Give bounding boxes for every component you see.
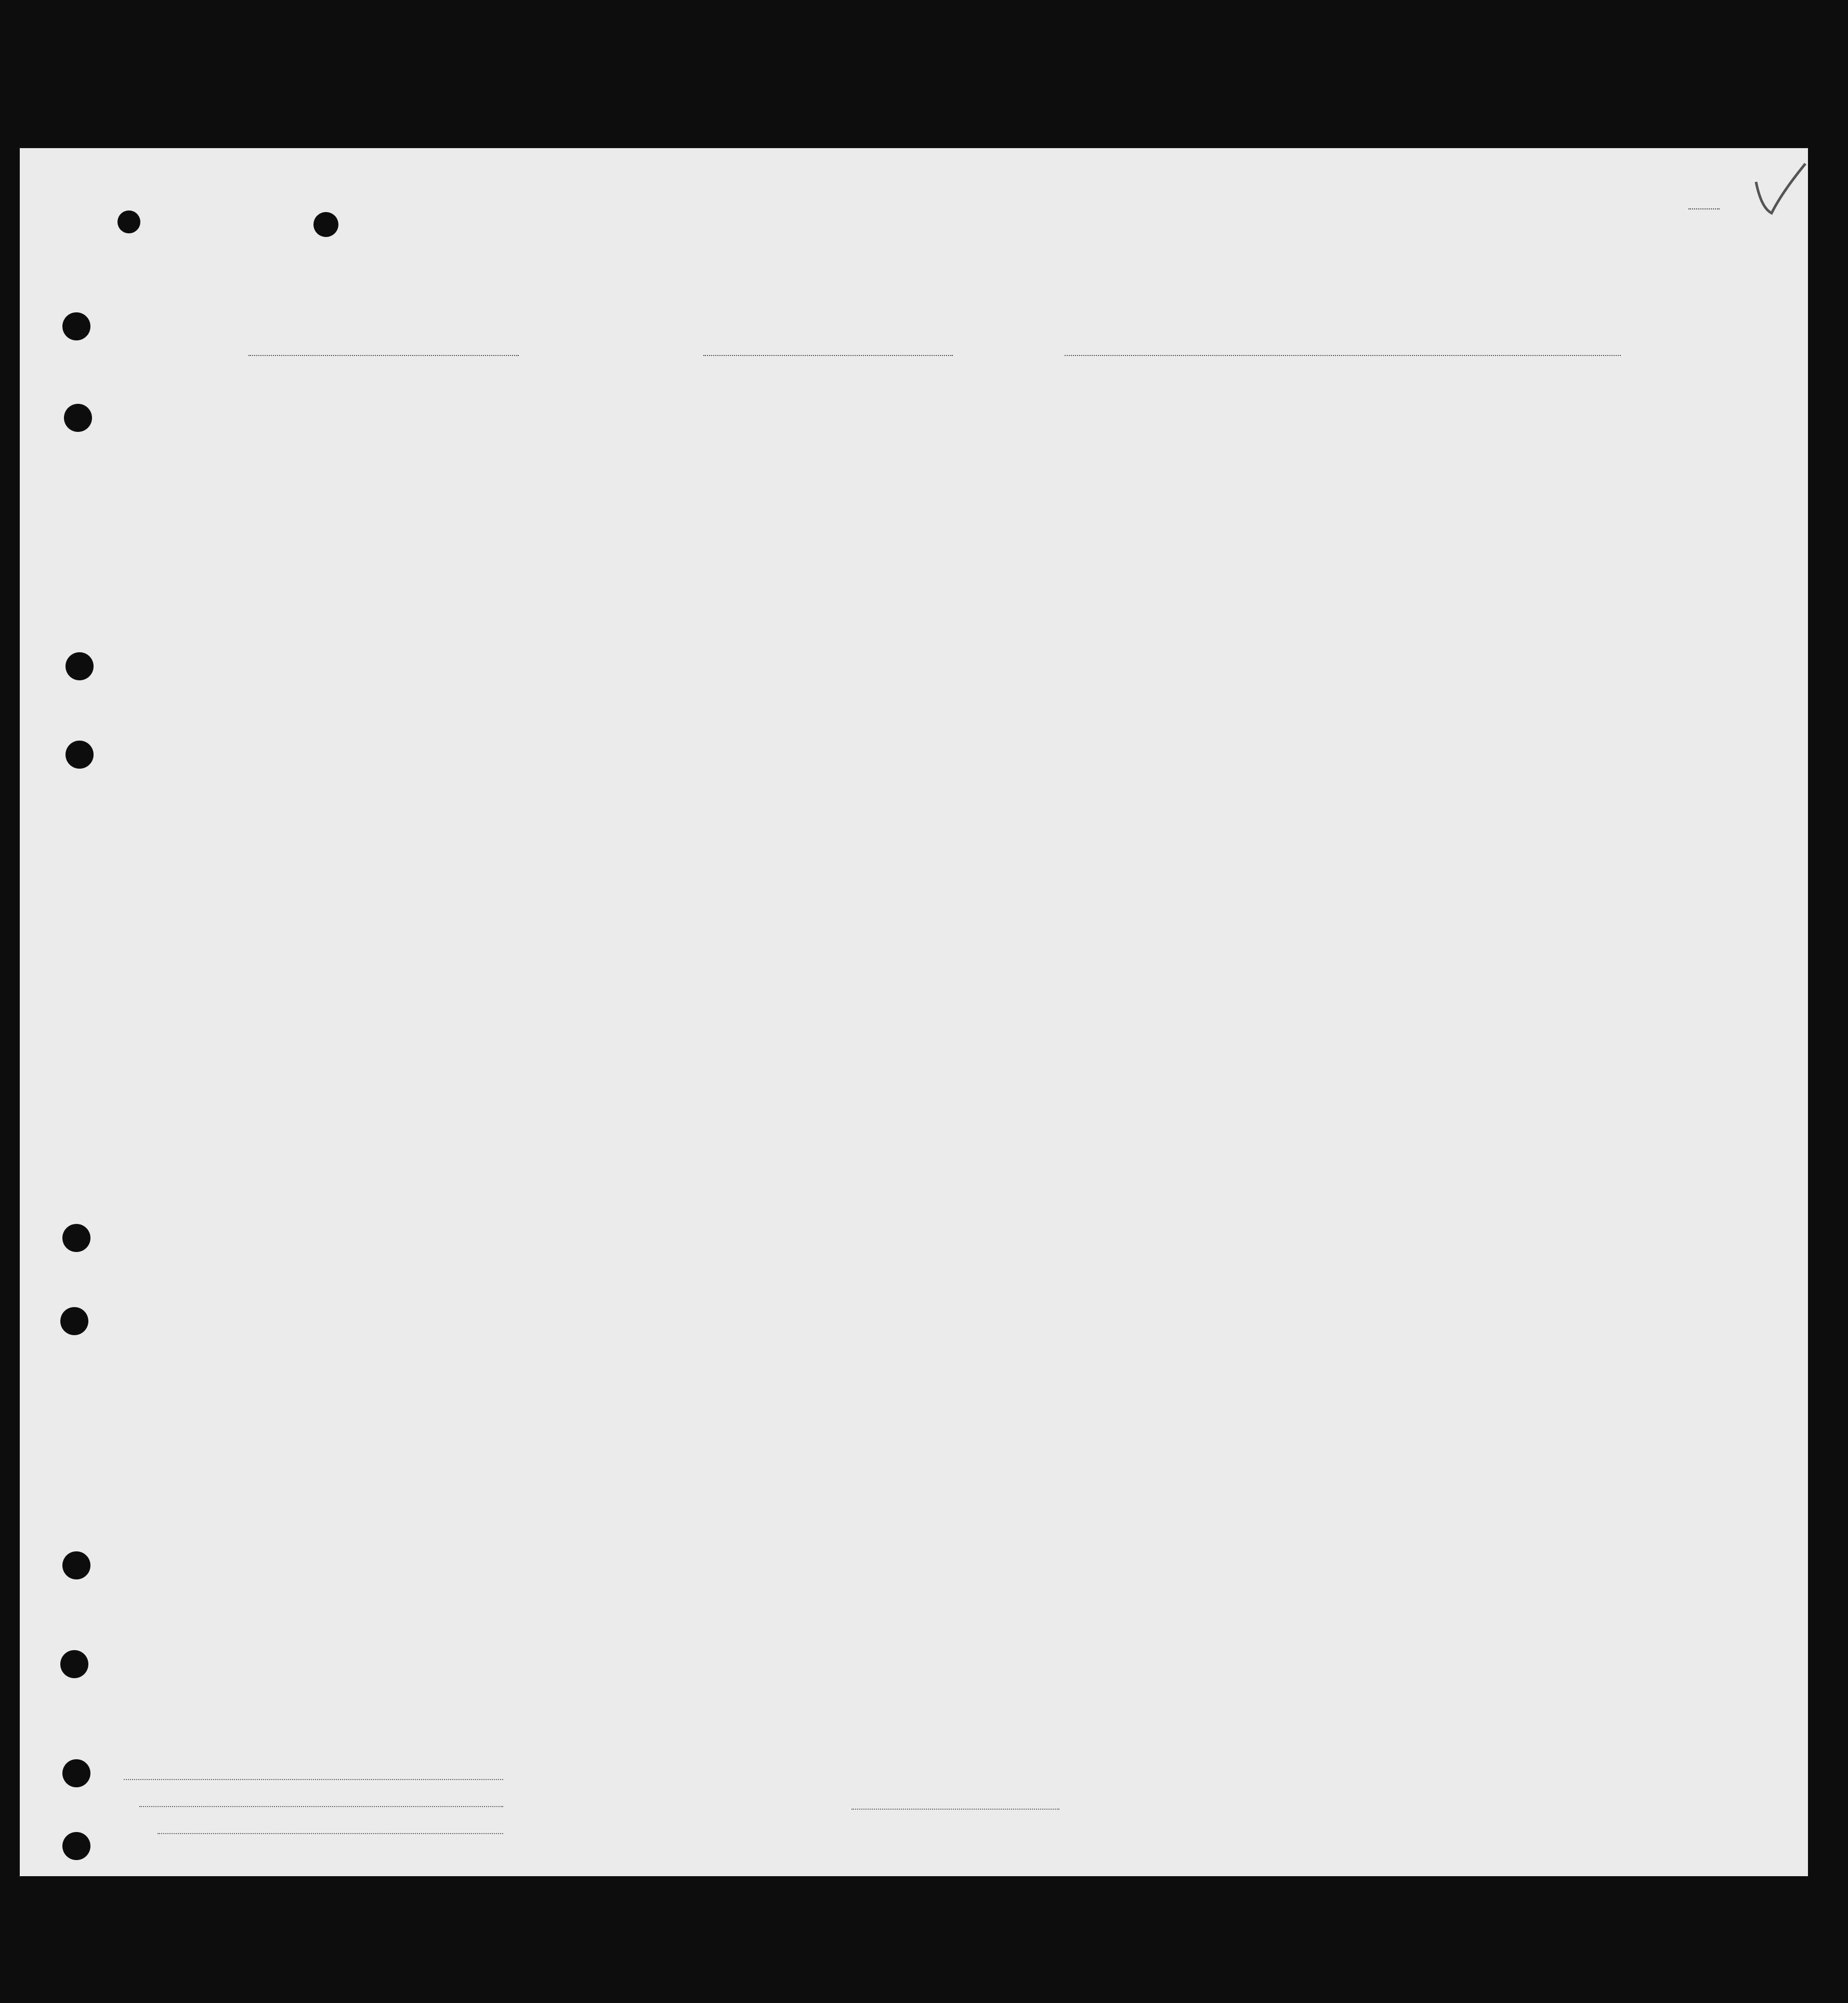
manifest-sheet (20, 148, 1808, 1876)
table-grid (20, 148, 1808, 1876)
